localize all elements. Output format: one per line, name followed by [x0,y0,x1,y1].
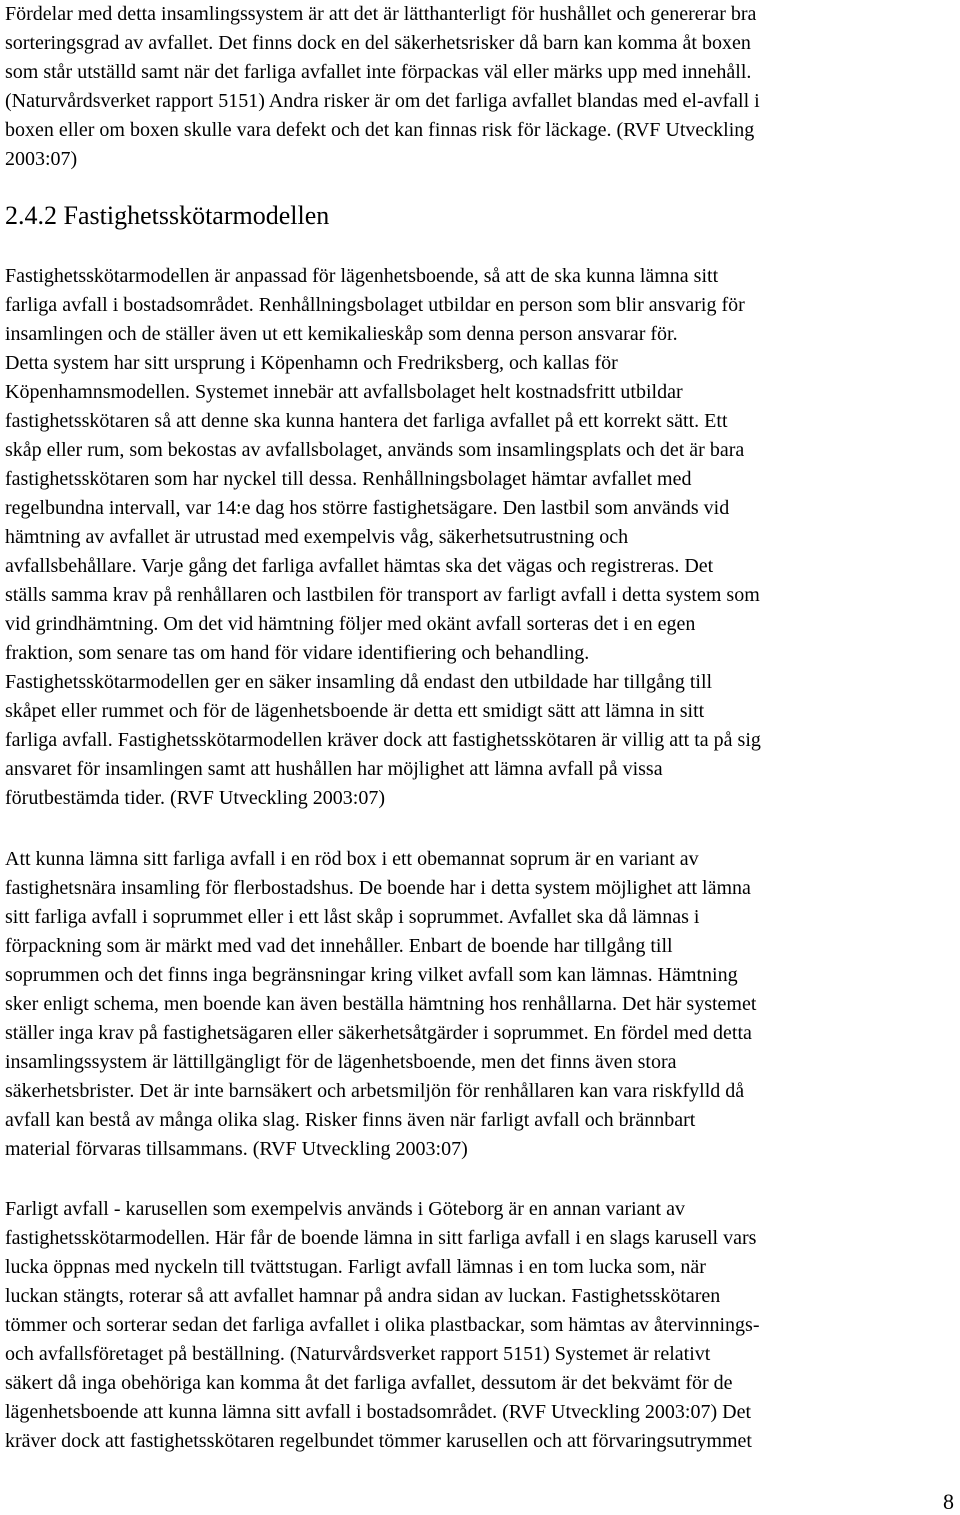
text-line: insamlingssystem är lättillgängligt för de lägenhetsboende, men det finns även stora [5,1051,677,1073]
text-line: soprummen och det finns inga begränsningar kring vilket avfall som kan lämnas. Hämtning [5,964,738,986]
text-line: fraktion, som senare tas om hand för vidare identifiering och behandling. [5,642,590,664]
text-line: Fastighetsskötarmodellen ger en säker insamling då endast den utbildade har tillgång till [5,671,713,693]
text-line: lucka öppnas med nyckeln till tvättstugan. Farligt avfall lämnas i en tom lucka som, när [5,1256,706,1278]
text-line: vid grindhämtning. Om det vid hämtning följer med okänt avfall sorteras det i en egen [5,613,696,635]
paragraph [5,262,761,813]
text-line: Fastighetsskötarmodellen är anpassad för lägenhetsboende, så att de ska kunna lämna sitt [5,265,719,287]
text-line: säkerhetsbrister. Det är inte barnsäkert och arbetsmiljön för renhållaren kan vara riskfylld då [5,1080,745,1102]
text-line: avfall kan bestå av många olika slag. Risker finns även när farligt avfall och brännbart [5,1109,696,1131]
text-line: sorteringsgrad av avfallet. Det finns dock en del säkerhetsrisker då barn kan komma åt boxen [5,32,751,54]
text-line: (Naturvårdsverket rapport 5151) Andra risker är om det farliga avfallet blandas med el-avfall i [5,90,760,112]
text-line: avfallsbehållare. Varje gång det farliga avfallet hämtas ska det vägas och registreras. Det [5,555,714,577]
text-line: tömmer och sorterar sedan det farliga avfallet i olika plastbackar, som hämtas av återvinnings- [5,1314,760,1336]
text-line: fastighetsnära insamling för flerbostadshus. De boende har i detta system möjlighet att lämna [5,877,751,899]
text-line: skåp eller rum, som bekostas av avfallsbolaget, används som insamlingsplats och det är bara [5,439,745,461]
text-line: farliga avfall i bostadsområdet. Renhållningsbolaget utbildar en person som blir ansvarig för [5,294,745,316]
text-line: förpackning som är märkt med vad det innehåller. Enbart de boende har tillgång till [5,935,673,957]
text-line: sker enligt schema, men boende kan även beställa hämtning hos renhållarna. Det här systemet [5,993,757,1015]
text-line: ställs samma krav på renhållaren och lastbilen för transport av farligt avfall i detta system som [5,584,760,606]
text-line: fastighetsskötarmodellen. Här får de boende lämna in sitt farliga avfall i en slags karusell vars [5,1227,757,1249]
page-number: 8 [943,1489,954,1514]
text-line: fastighetsskötaren så att denne ska kunna hantera det farliga avfallet på ett korrekt sätt. Ett [5,410,728,432]
text-line: sitt farliga avfall i soprummet eller i ett låst skåp i soprummet. Avfallet ska då lämnas i [5,906,700,928]
text-line: Farligt avfall - karusellen som exempelvis används i Göteborg är en annan variant av [5,1198,685,1220]
text-line: fastighetsskötaren som har nyckel till dessa. Renhållningsbolaget hämtar avfallet med [5,468,692,490]
text-line: kräver dock att fastighetsskötaren regelbundet tömmer karusellen och att förvaringsutrymmet [5,1430,752,1452]
paragraph [5,845,756,1164]
text-line: regelbundna intervall, var 14:e dag hos större fastighetsägare. Den lastbil som används vid [5,497,730,519]
text-line: säkert då inga obehöriga kan komma åt det farliga avfallet, dessutom är det bekvämt för de [5,1372,733,1394]
text-line: farliga avfall. Fastighetsskötarmodellen kräver dock att fastighetsskötaren är villig att ta på sig [5,729,761,751]
text-line: som står utställd samt när det farliga avfallet inte förpackas väl eller märks upp med innehåll. [5,61,752,83]
section-heading-text: 2.4.2 Fastighetsskötarmodellen [5,201,330,230]
text-line: förutbestämda tider. (RVF Utveckling 2003:07) [5,787,385,809]
text-line: lägenhetsboende att kunna lämna sitt avfall i bostadsområdet. (RVF Utveckling 2003:07) Det [5,1401,752,1423]
text-line: luckan stängts, roterar så att avfallet hamnar på andra sidan av luckan. Fastighetsskötaren [5,1285,721,1307]
paragraph [5,1195,759,1456]
section-heading [5,200,329,232]
text-line: ansvaret för insamlingen samt att hushållen har möjlighet att lämna avfall på vissa [5,758,663,780]
text-line: Köpenhamnsmodellen. Systemet innebär att avfallsbolaget helt kostnadsfritt utbildar [5,381,683,403]
text-line: hämtning av avfallet är utrustad med exempelvis våg, säkerhetsutrustning och [5,526,629,548]
text-line: ställer inga krav på fastighetsägaren eller säkerhetsåtgärder i soprummet. En fördel med detta [5,1022,752,1044]
text-line: insamlingen och de ställer även ut ett kemikalieskåp som denna person ansvarar för. [5,323,678,345]
text-line: och avfallsföretaget på beställning. (Naturvårdsverket rapport 5151) Systemet är relativt [5,1343,711,1365]
paragraph [5,0,760,174]
text-line: boxen eller om boxen skulle vara defekt och det kan finnas risk för läckage. (RVF Utveckling [5,119,755,141]
text-line: 2003:07) [5,148,78,170]
text-line: skåpet eller rummet och för de lägenhetsboende är detta ett smidigt sätt att lämna in sitt [5,700,705,722]
text-line: Att kunna lämna sitt farliga avfall i en röd box i ett obemannat soprum är en variant av [5,848,699,870]
text-line: material förvaras tillsammans. (RVF Utveckling 2003:07) [5,1138,468,1160]
text-line: Detta system har sitt ursprung i Köpenhamn och Fredriksberg, och kallas för [5,352,618,374]
text-line: Fördelar med detta insamlingssystem är att det är lätthanterligt för hushållet och genererar bra [5,3,757,25]
